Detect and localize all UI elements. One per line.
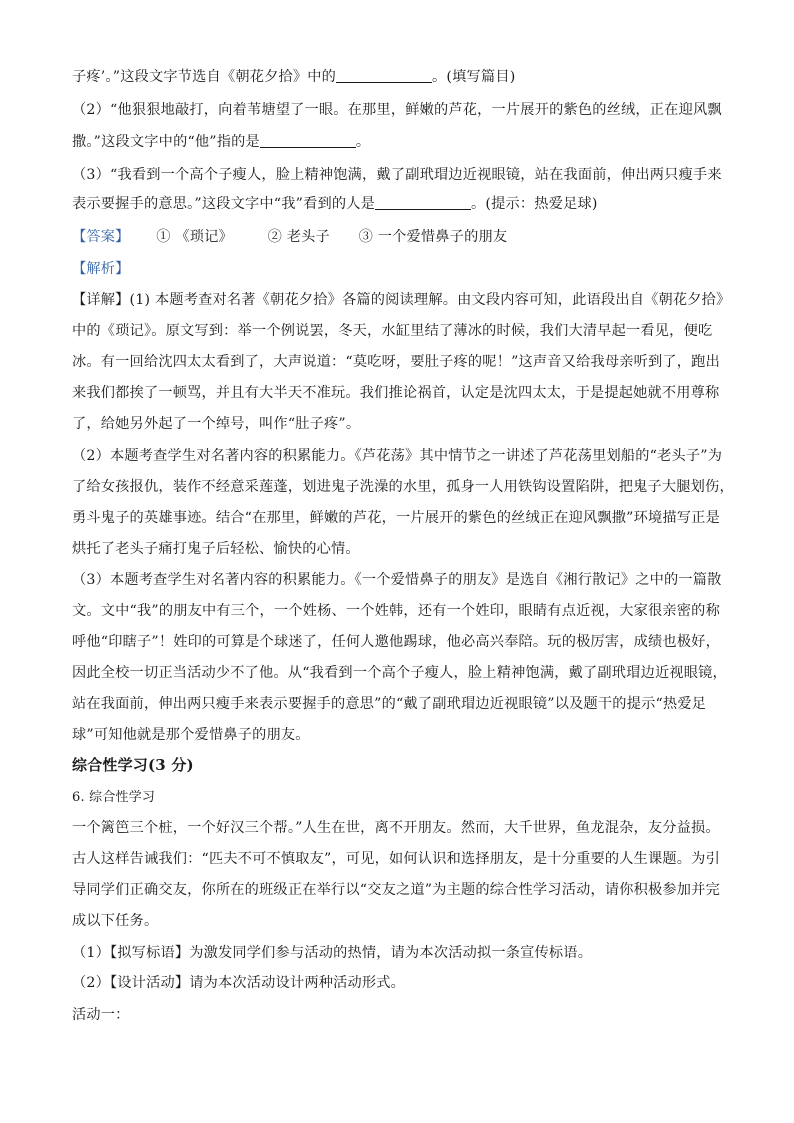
section-title: 综合性学习(3 分)	[72, 756, 194, 774]
answer-item-1: ① 《琐记》	[156, 229, 233, 245]
detail-line: 球”可知他就是那个爱惜鼻子的朋友。	[72, 727, 310, 743]
task-2: （2）【设计活动】请为本次活动设计两种活动形式。	[72, 975, 406, 991]
detail-line: 【详解】(1) 本题考查对名著《朝花夕拾》各篇的阅读理解。由文段内容可知，此语段出自《朝花夕拾》	[72, 292, 731, 308]
answer-blank[interactable]	[375, 195, 471, 210]
line-3	[72, 131, 370, 151]
detail-line: 站在我面前，伸出两只瘦手来表示要握手的意思”的“戴了副玳瑁边近视眼镜”以及题干的提示“热爱足	[72, 696, 707, 712]
paragraph-line: 成以下任务。	[72, 913, 159, 929]
paragraph-line: 古人这样告诫我们：“匹夫不可不慎取友”，可见，如何认识和选择朋友，是十分重要的人生课题。为引	[72, 851, 720, 867]
detail-line: 中的《琐记》。原文写到：举一个例说罢，冬天，水缸里结了薄冰的时候，我们大清早起一看见，便吃	[72, 323, 713, 339]
line-5	[72, 193, 598, 213]
detail-line: 了，给她另外起了一个绰号，叫作“肚子疼”。	[72, 416, 361, 432]
answer-blank[interactable]	[336, 68, 432, 83]
detail-line: 呼他“印瞎子”！姓印的可算是个球迷了，任何人邀他踢球，他必高兴奉陪。玩的极厉害，成绩也极好，	[72, 634, 720, 650]
paragraph-line: 导同学们正确交友，你所在的班级正在举行以“交友之道”为主题的综合性学习活动，请你积极参加并完	[72, 882, 720, 898]
text: 表示要握手的意思。”这段文字中“我”看到的人是	[72, 196, 376, 212]
paragraph-line: 一个篱笆三个桩，一个好汉三个帮。”人生在世，离不开朋友。然而，大千世界，鱼龙混杂，友分益损。	[72, 820, 720, 836]
activity-one-label: 活动一：	[72, 1007, 130, 1023]
analysis-label: 【解析】	[72, 261, 130, 277]
answer-item-2: ② 老头子	[267, 229, 330, 245]
answer-line	[72, 226, 507, 246]
question-2: （2）“他狠狠地敲打，向着苇塘望了一眼。在那里，鲜嫩的芦花，一片展开的紫色的丝绒，正在迎风飘	[72, 102, 722, 118]
text: 。	[355, 134, 371, 150]
text: 撒。”这段文字中的“他”指的是	[72, 134, 260, 150]
line-1	[72, 66, 515, 86]
text: 子疼’。”这段文字节选自《朝花夕拾》中的	[72, 69, 337, 85]
detail-line: 了给女孩报仇，装作不经意采莲蓬，划进鬼子洗澡的水里，孤身一人用铁钩设置陷阱，把鬼子大腿划伤，	[72, 479, 734, 495]
detail-line: 来我们都挨了一顿骂，并且有大半天不准玩。我们推论祸首，认定是沈四太太，于是提起她就不用尊称	[72, 385, 720, 401]
detail-line: 勇斗鬼子的英雄事迹。结合“在那里，鲜嫩的芦花，一片展开的紫色的丝绒正在迎风飘撒”环境描写正是	[72, 510, 720, 526]
answer-item-3: ③ 一个爱惜鼻子的朋友	[358, 229, 508, 245]
text: 。(填写篇目)	[432, 69, 516, 85]
task-1: （1）【拟写标语】为激发同学们参与活动的热情，请为本次活动拟一条宣传标语。	[72, 945, 593, 961]
question-6-title: 6. 综合性学习	[72, 790, 156, 805]
detail-line: 文。文中“我”的朋友中有三个，一个姓杨、一个姓韩，还有一个姓印，眼睛有点近视，大家很亲密的称	[72, 603, 720, 619]
question-3: （3）“我看到一个高个子瘦人，脸上精神饱满，戴了副玳瑁边近视眼镜，站在我面前，伸出两只瘦手来	[72, 167, 722, 183]
text: 。(提示：热爱足球)	[471, 196, 598, 212]
detail-line: 因此全校一切正当活动少不了他。从“我看到一个高个子瘦人，脸上精神饱满，戴了副玳瑁边近视眼镜，	[72, 665, 727, 681]
answer-label: 【答案】	[72, 229, 130, 245]
detail-line: 烘托了老头子痛打鬼子后轻松、愉快的心情。	[72, 541, 360, 557]
detail-line: 冰。有一回给沈四太太看到了，大声说道：“莫吃呀，要肚子疼的呢！”这声音又给我母亲听到了，跑出	[72, 354, 720, 370]
detail-line: （3）本题考查学生对名著内容的积累能力。《一个爱惜鼻子的朋友》是选自《湘行散记》之中的一篇散	[72, 572, 722, 588]
answer-blank[interactable]	[260, 133, 356, 148]
detail-line: （2）本题考查学生对名著内容的积累能力。《芦花荡》其中情节之一讲述了芦花荡里划船的“老头子”为	[72, 448, 723, 464]
